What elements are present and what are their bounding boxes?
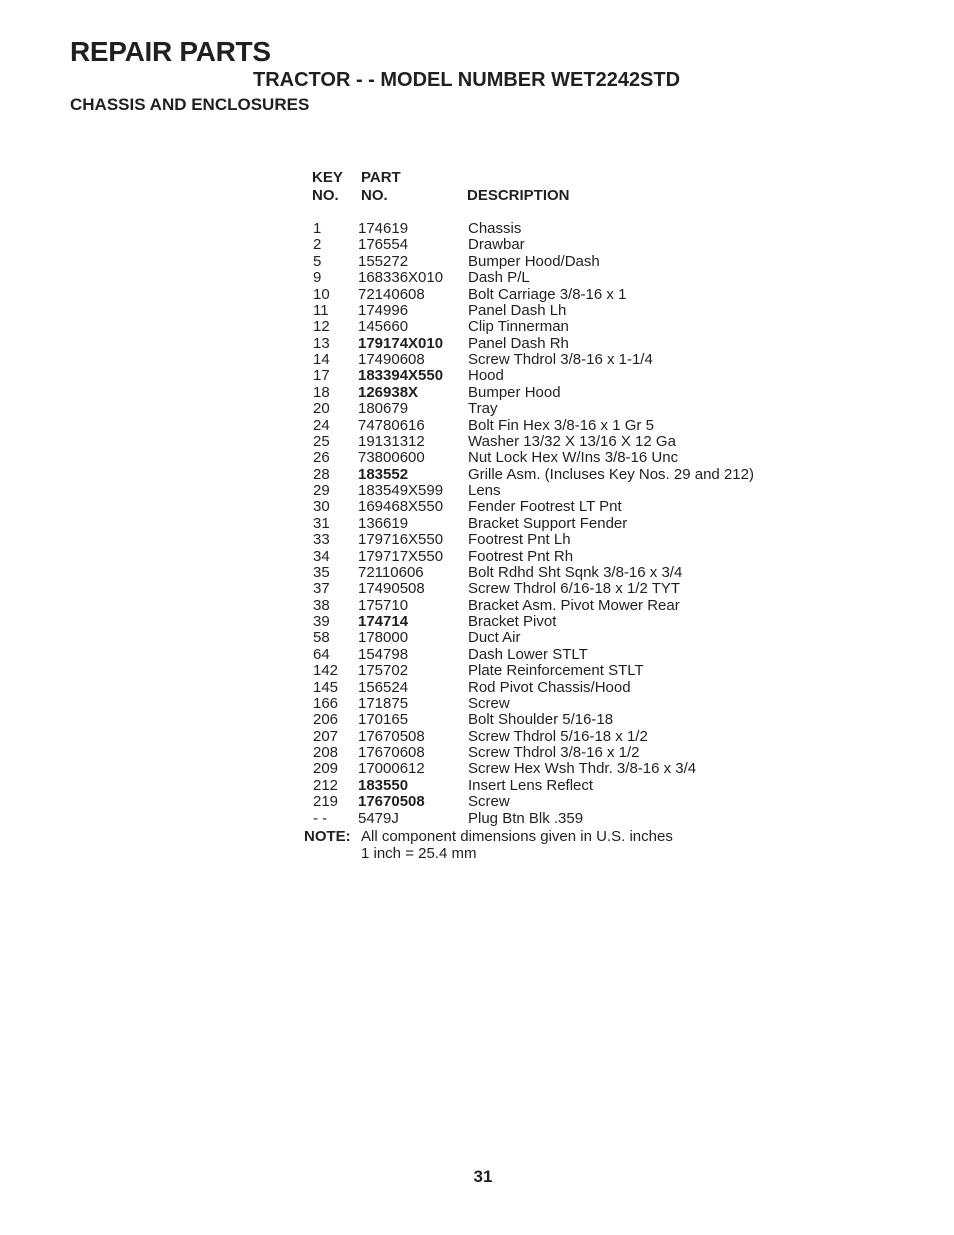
part-description: Screw (468, 793, 510, 811)
table-row (312, 598, 832, 614)
part-description: Washer 13/32 X 13/16 X 12 Ga (468, 432, 676, 450)
part-number: 17490608 (358, 351, 425, 368)
part-description: Dash P/L (468, 269, 530, 287)
part-description: Panel Dash Rh (468, 334, 569, 352)
key-number: 24 (313, 416, 330, 434)
part-description: Bolt Rdhd Sht Sqnk 3/8-16 x 3/4 (468, 563, 683, 581)
table-row (312, 516, 832, 532)
key-number: 2 (313, 236, 322, 254)
parts-table (312, 169, 832, 827)
key-number: 142 (313, 662, 339, 680)
part-number: 176554 (358, 236, 409, 254)
part-number: 179174X010 (358, 334, 444, 352)
model-subtitle: TRACTOR - - MODEL NUMBER WET2242STD (253, 69, 681, 91)
table-row (312, 745, 832, 761)
part-description: Bumper Hood (468, 383, 561, 401)
part-number: 179716X550 (358, 531, 444, 549)
part-description: Screw Thdrol 3/8-16 x 1-1/4 (468, 351, 653, 368)
part-description: Drawbar (468, 236, 525, 254)
key-number: 207 (313, 727, 339, 745)
table-row (312, 729, 832, 745)
part-number: 171875 (358, 694, 409, 712)
table-header (312, 169, 832, 221)
table-row (312, 549, 832, 565)
key-number: 1 (313, 220, 322, 237)
part-description: Screw Thdrol 5/16-18 x 1/2 (468, 727, 648, 745)
page-title: REPAIR PARTS (70, 36, 271, 67)
part-description: Bolt Shoulder 5/16-18 (468, 711, 614, 729)
key-number: 10 (313, 285, 330, 303)
table-row (312, 467, 832, 483)
part-number: 183549X599 (358, 482, 444, 499)
part-description: Bolt Fin Hex 3/8-16 x 1 Gr 5 (468, 416, 654, 434)
key-number: 64 (313, 645, 330, 663)
table-row (312, 352, 832, 368)
part-number: 175710 (358, 596, 409, 614)
key-number: 34 (313, 547, 330, 565)
part-description: Grille Asm. (Incluses Key Nos. 29 and 212) (468, 465, 754, 483)
key-number: 219 (313, 793, 339, 811)
key-number: 209 (313, 760, 339, 778)
page-number: 31 (473, 1167, 493, 1186)
table-row (312, 532, 832, 548)
part-number: 5479J (358, 809, 399, 827)
table-body (312, 221, 832, 827)
table-row (312, 418, 832, 434)
table-row (312, 385, 832, 401)
part-number: 174714 (358, 613, 409, 630)
table-row (312, 811, 832, 827)
part-number: 73800600 (358, 449, 425, 467)
table-row (312, 270, 832, 286)
key-number: 18 (313, 383, 330, 401)
key-number: 25 (313, 432, 330, 450)
table-row (312, 254, 832, 270)
part-number: 74780616 (358, 416, 425, 434)
part-description: Tray (468, 400, 498, 418)
part-number: 136619 (358, 514, 409, 532)
part-description: Bracket Support Fender (468, 514, 628, 532)
table-row (312, 581, 832, 597)
part-description: Chassis (468, 220, 522, 237)
table-row (312, 499, 832, 515)
part-description: Dash Lower STLT (468, 645, 588, 663)
part-description: Bumper Hood/Dash (468, 252, 600, 270)
part-description: Insert Lens Reflect (468, 776, 594, 794)
key-number: 20 (313, 400, 330, 418)
part-description: Panel Dash Lh (468, 301, 567, 319)
key-number: 145 (313, 678, 339, 696)
part-description: Clip Tinnerman (468, 318, 569, 336)
table-row (312, 778, 832, 794)
description-column-header: DESCRIPTION (467, 187, 570, 204)
table-row (312, 368, 832, 384)
key-number: 212 (313, 776, 339, 794)
key-number: 208 (313, 744, 339, 761)
key-number: 29 (313, 482, 330, 499)
table-row (312, 303, 832, 319)
table-row (312, 483, 832, 499)
part-description: Plug Btn Blk .359 (468, 809, 584, 827)
part-number: 169468X550 (358, 498, 444, 516)
key-number: 33 (313, 531, 330, 549)
part-description: Footrest Pnt Rh (468, 547, 574, 565)
table-row (312, 434, 832, 450)
part-number: 17490508 (358, 580, 425, 598)
part-number: 154798 (358, 645, 409, 663)
table-row (312, 696, 832, 712)
table-row (312, 450, 832, 466)
key-number: 30 (313, 498, 330, 516)
part-number: 179717X550 (358, 547, 444, 565)
table-row (312, 614, 832, 630)
part-description: Duct Air (468, 629, 521, 647)
key-number: - - (313, 809, 328, 827)
part-number: 17000612 (358, 760, 425, 778)
table-row (312, 647, 832, 663)
table-row (312, 630, 832, 646)
table-row (312, 761, 832, 777)
part-description: Hood (468, 367, 504, 385)
table-row (312, 794, 832, 810)
part-description: Screw Thdrol 6/16-18 x 1/2 TYT (468, 580, 681, 598)
part-number: 183550 (358, 776, 409, 794)
part-description: Footrest Pnt Lh (468, 531, 571, 549)
note-text: All component dimensions given in U.S. inches (361, 828, 673, 845)
part-description: Screw (468, 694, 510, 712)
table-row (312, 401, 832, 417)
table-row (312, 237, 832, 253)
table-row (312, 336, 832, 352)
part-description: Bracket Pivot (468, 613, 557, 630)
note-label: NOTE: (304, 828, 351, 845)
part-number: 168336X010 (358, 269, 444, 287)
key-column-header-no: NO. (312, 187, 339, 204)
part-number: 156524 (358, 678, 409, 696)
part-number: 17670508 (358, 793, 425, 811)
key-number: 206 (313, 711, 339, 729)
key-number: 28 (313, 465, 330, 483)
part-column-header-no: NO. (361, 187, 388, 204)
key-number: 14 (313, 351, 330, 368)
key-number: 35 (313, 563, 330, 581)
part-number: 174619 (358, 220, 409, 237)
part-description: Fender Footrest LT Pnt (468, 498, 622, 516)
part-number: 170165 (358, 711, 409, 729)
part-number: 72110606 (358, 563, 424, 581)
part-number: 183394X550 (358, 367, 444, 385)
key-number: 17 (313, 367, 330, 385)
part-number: 126938X (358, 383, 419, 401)
part-number: 180679 (358, 400, 409, 418)
key-column-header: KEY (312, 169, 343, 186)
part-description: Bracket Asm. Pivot Mower Rear (468, 596, 680, 614)
key-number: 13 (313, 334, 330, 352)
note-conversion: 1 inch = 25.4 mm (361, 844, 477, 862)
part-description: Screw Thdrol 3/8-16 x 1/2 (468, 744, 640, 761)
part-number: 175702 (358, 662, 409, 680)
part-column-header: PART (361, 169, 401, 186)
table-row (312, 663, 832, 679)
section-heading: CHASSIS AND ENCLOSURES (70, 95, 310, 114)
table-row (312, 680, 832, 696)
key-number: 58 (313, 629, 330, 647)
key-number: 5 (313, 252, 322, 270)
key-number: 166 (313, 694, 339, 712)
part-description: Nut Lock Hex W/Ins 3/8-16 Unc (468, 449, 679, 467)
part-number: 155272 (358, 252, 409, 270)
key-number: 38 (313, 596, 330, 614)
key-number: 37 (313, 580, 330, 598)
part-number: 183552 (358, 465, 409, 483)
key-number: 39 (313, 613, 330, 630)
part-description: Bolt Carriage 3/8-16 x 1 (468, 285, 627, 303)
part-number: 72140608 (358, 285, 425, 303)
table-row (312, 712, 832, 728)
part-description: Screw Hex Wsh Thdr. 3/8-16 x 3/4 (468, 760, 697, 778)
part-description: Plate Reinforcement STLT (468, 662, 644, 680)
part-description: Lens (468, 482, 501, 499)
part-number: 174996 (358, 301, 409, 319)
table-row (312, 287, 832, 303)
part-number: 17670608 (358, 744, 425, 761)
key-number: 12 (313, 318, 330, 336)
table-row (312, 565, 832, 581)
part-number: 178000 (358, 629, 409, 647)
key-number: 11 (313, 301, 329, 319)
key-number: 31 (313, 514, 330, 532)
part-description: Rod Pivot Chassis/Hood (468, 678, 631, 696)
part-number: 17670508 (358, 727, 425, 745)
table-row (312, 319, 832, 335)
part-number: 19131312 (358, 432, 425, 450)
table-row (312, 221, 832, 237)
part-number: 145660 (358, 318, 409, 336)
key-number: 26 (313, 449, 330, 467)
key-number: 9 (313, 269, 322, 287)
